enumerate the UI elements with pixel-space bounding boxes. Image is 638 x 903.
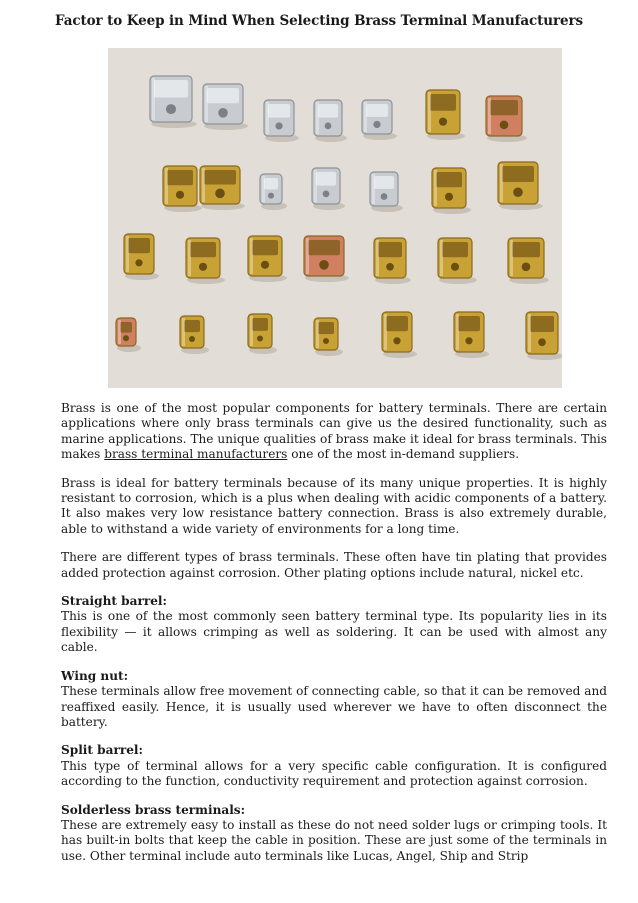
terminal-part (248, 236, 287, 282)
terminal-part (498, 162, 543, 210)
terminal-part (526, 312, 562, 360)
section-heading: Solderless brass terminals: (61, 802, 246, 817)
terminal-part (150, 76, 197, 128)
terminal-part (163, 166, 202, 212)
terminal-part (200, 166, 245, 210)
terminal-part (304, 236, 349, 282)
types-paragraph: There are different types of brass terminals. These often have tin plating that provides added protection against corrosion. Other plating options include natural, nickel etc. (61, 550, 607, 580)
terminal-part (426, 90, 465, 140)
section-split-barrel (61, 743, 607, 789)
article-body (61, 401, 607, 877)
intro-text-end: one of the most in-demand suppliers. (287, 447, 520, 462)
section-text: This type of terminal allows for a very specific cable configuration. It is configured according to the function, conductivity requirement and protection against corrosion. (61, 758, 607, 789)
terminal-part (438, 238, 477, 284)
terminal-part (508, 238, 549, 284)
section-text: These terminals allow free movement of connecting cable, so that it can be removed and reaffixed easily. Hence, it is usually used wherever we have to often disconnect the battery. (61, 684, 607, 729)
terminal-part (370, 172, 403, 212)
section-text: This is one of the most commonly seen battery terminal type. Its popularity lies in its flexibility — it allows crimping as well as soldering. It can be used with almost any cable. (61, 609, 607, 655)
brass-terminal-manufacturers-link[interactable]: brass terminal manufacturers (104, 447, 288, 462)
section-heading: Split barrel: (61, 743, 143, 758)
section-text: These are extremely easy to install as these do not need solder lugs or crimping tools. It has built-in bolts that keep the cable in position. These are just some of the terminals in use. Other terminal include auto terminals like Lucas, Angel, Ship and Strip (61, 817, 607, 863)
terminal-part (312, 168, 345, 210)
page-title: Factor to Keep in Mind When Selecting Brass Terminal Manufacturers (54, 13, 584, 29)
intro-text: Brass is one of the most popular components for battery terminals. There are certain applications where only brass terminals can give us the desired functionality, such as marine applications. The unique qualities of brass make it ideal for brass terminals. This makes (61, 401, 607, 462)
terminal-part (264, 100, 299, 142)
section-solderless (61, 803, 607, 865)
intro-paragraph (61, 401, 607, 463)
terminal-part (186, 238, 225, 284)
section-heading: Wing nut: (61, 668, 129, 683)
properties-paragraph: Brass is ideal for battery terminals because of its many unique properties. It is highly resistant to corrosion, which is a plus when dealing with acidic components of a battery. It also makes very low resistance battery connection. Brass is also extremely durable, able to withstand a wide variety of environments for a long time. (61, 475, 607, 536)
terminal-part (362, 100, 397, 140)
terminal-part (203, 84, 248, 130)
terminal-part (432, 168, 471, 214)
section-heading: Straight barrel: (61, 594, 167, 609)
terminal-part (314, 100, 347, 142)
brass-terminals-photo (108, 48, 562, 388)
terminal-part (486, 96, 527, 142)
section-wing-nut (61, 669, 607, 731)
section-straight-barrel (61, 594, 607, 656)
